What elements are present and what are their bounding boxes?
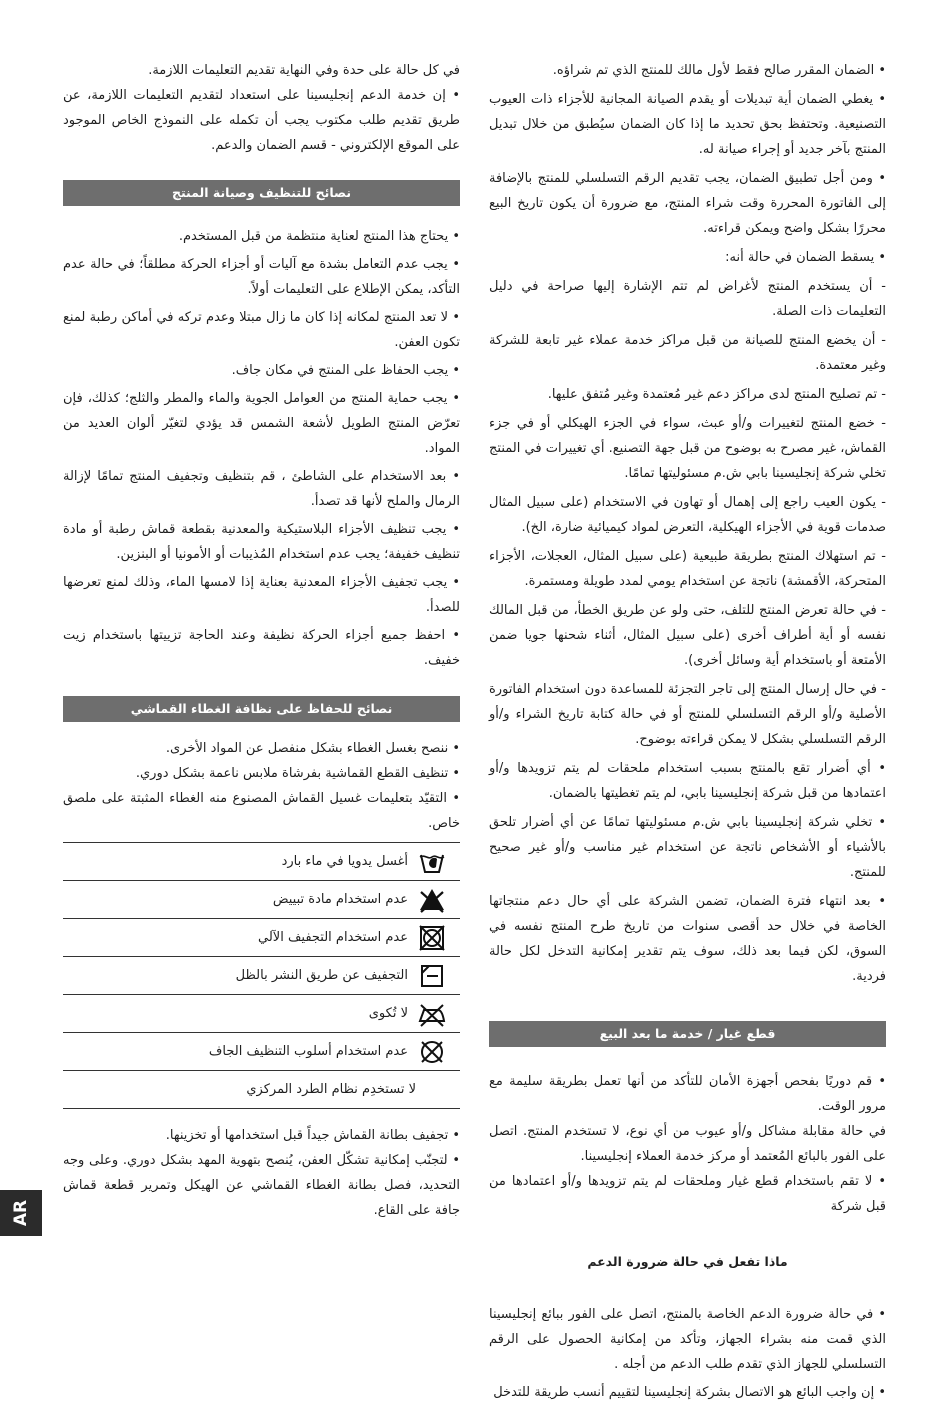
- care-row: [63, 957, 460, 995]
- closing-section: [63, 1123, 460, 1223]
- care-symbols-table: [63, 842, 460, 1109]
- paragraph: في حالة مقابلة مشاكل و/أو عيوب من أي نوع، لا تستخدم المنتج. اتصل على الفور بالبائع المُعتمد أو مركز خدمة العملاء إنجليسينا.: [489, 1124, 886, 1164]
- paragraph: • يحتاج هذا المنتج لعناية منتظمة من قبل المستخدم.: [178, 229, 460, 244]
- paragraph: • يسقط الضمان في حالة أنه:: [725, 250, 886, 265]
- care-row: [63, 881, 460, 919]
- care-label: عدم استخدام أسلوب التنظيف الجاف: [208, 1044, 408, 1059]
- paragraph: • ننصح بغسل الغطاء بشكل منفصل عن المواد الأخرى.: [165, 741, 460, 756]
- paragraph: - أن يخضع المنتج للصيانة من قبل مراكز خدمة عملاء غير تابعة للشركة وغير معتمدة.: [489, 333, 886, 373]
- paragraph: • لا تقم باستخدام قطع غيار وملحقات لم يتم تزويدها و/أو اعتمادها من قبل شركة: [489, 1174, 886, 1214]
- paragraph: • يجب تجفيف الأجزاء المعدنية بعناية إذا لامسها الماء، وذلك لمنع تعرضها للصدأ.: [63, 575, 460, 615]
- care-label: لا تستخدِم نظام الطرد المركزي: [246, 1082, 416, 1097]
- paragraph: • احفظ جميع أجزاء الحركة نظيفة وعند الحاجة تزييتها باستخدام زيت خفيف.: [63, 628, 460, 668]
- hand-wash-icon: [418, 848, 446, 876]
- care-row: [63, 1071, 460, 1109]
- no-iron-icon: [418, 1000, 446, 1028]
- paragraph: - خضع المنتج لتغييرات و/أو عبث، سواء في الجزء الهيكلي أو في جزء القماش، غير مصرح به بوضوح من قبل جهة التصنيع. أي تغييرات في المنتج تخلي شركة إنجليسينا بابي ش.م مسئوليتها تمامًا.: [489, 416, 886, 481]
- care-label: عدم استخدام التجفيف الآلي: [258, 930, 408, 945]
- paragraph: • بعد الاستخدام على الشاطئ ، قم بتنظيف وتجفيف المنتج تمامًا لإزالة الرمال والملح لأنها قد تصدأ.: [63, 469, 460, 509]
- paragraph: - تم تصليح المنتج لدى مراكز دعم غير مُعتمدة وغير مُتفق عليها.: [547, 387, 886, 402]
- paragraph: • أي أضرار تقع بالمنتج بسبب استخدام ملحقات لم يتم تزويدها و/أو اعتمادها من قبل شركة إنجليسينا بابي، لم يتم تغطيتها بالضمان.: [489, 761, 886, 801]
- paragraph: - يكون العيب راجع إلى إهمال أو تهاون في الاستخدام (على سبيل المثال صدمات قوية في الأجزاء الهيكلية، التعرض لمواد كيميائية ضارة، الخ).: [489, 495, 886, 535]
- care-row: [63, 843, 460, 881]
- paragraph: - في حالة تعرض المنتج للتلف، حتى ولو عن طريق الخطأ، من قبل المالك نفسه أو أية أطراف أخرى (على سبيل المثال، أثناء شحنها جويا ضمن الأمتعة أو باستخدام أية وسائل أخرى).: [489, 603, 886, 668]
- paragraph: - تم استهلاك المنتج بطريقة طبيعية (على سبيل المثال، العجلات، الأجزاء المتحركة، الأقمشة) ناتجة عن استخدام يومي لمدد طويلة ومستمرة.: [489, 549, 886, 589]
- fabric-heading: نصائح للحفاظ على نظافة الغطاء القماشي: [63, 696, 460, 722]
- no-bleach-icon: [418, 886, 446, 914]
- warranty-section: [489, 58, 886, 989]
- paragraph: • يغطي الضمان أية تبديلات أو يقدم الصيانة المجانية للأجزاء ذات العيوب التصنيعية. وتحتفظ بحق تحديد ما إذا كان الضمان سيُطبق من خلال تبديل المنتج بآخر جديد أو إجراء صيانة له.: [489, 92, 886, 157]
- right-column: [489, 58, 886, 1408]
- paragraph: • يجب حماية المنتج من العوامل الجوية والماء والمطر والثلج؛ كذلك، فإن تعرّض المنتج الطويل لأشعة الشمس قد يؤدي لتغيّر ألوان العديد من المواد.: [63, 391, 460, 456]
- care-label: لا تُكوى: [368, 1006, 408, 1021]
- language-tab-label: AR: [11, 1199, 31, 1227]
- care-row: [63, 995, 460, 1033]
- paragraph: • بعد انتهاء فترة الضمان، تضمن الشركة على أي حال دعم منتجاتها الخاصة في خلال حد أقصى سنوات من تاريخ طرح المنتج نفسه في السوق، لكن فيما بعد ذلك، سوف يتم تقدير إمكانية التدخل لكل حالة فردية.: [489, 894, 886, 984]
- care-label: عدم استخدام مادة تبييض: [272, 892, 408, 907]
- paragraph: • يجب عدم التعامل بشدة مع آليات أو أجزاء الحركة مطلقاً؛ في حالة عدم التأكد، يمكن الإطلاع على التعليمات أولاً.: [63, 257, 460, 297]
- paragraph: • تخلي شركة إنجليسينا بابي ش.م مسئوليتها تمامًا عن أي أضرار تلحق بالأشياء أو الأشخاص ناتجة عن استخدام غير مناسب و/أو غير صحيح للمنتج.: [489, 815, 886, 880]
- spare-parts-heading: قطع غيار / خدمة ما بعد البيع: [489, 1021, 886, 1047]
- care-row: [63, 1033, 460, 1071]
- paragraph: • الضمان المقرر صالح فقط لأول مالك للمنتج الذي تم شراؤه.: [552, 63, 886, 78]
- paragraph: • لتجنّب إمكانية تشكّل العفن، يُنصح بتهوية المهد بشكل دوري. وعلى وجه التحديد، فصل بطانة الغطاء القماشي عن الهيكل وتمرير قطعة قماش جافة على القاع.: [63, 1153, 460, 1218]
- support-heading: ماذا تفعل في حالة ضرورة الدعم: [587, 1254, 788, 1269]
- paragraph: • ومن أجل تطبيق الضمان، يجب تقديم الرقم التسلسلي للمنتج بالإضافة إلى الفاتورة المحررة وقت شراء المنتج، مع ضرورة أن يكون تاريخ البيع محررًا بشكل واضح ويمكن قراءته.: [489, 171, 886, 236]
- paragraph: • تجفيف بطانة القماش جيداً قبل استخدامها أو تخزينها.: [165, 1128, 460, 1143]
- paragraph: • إن خدمة الدعم إنجليسينا على استعداد لتقديم التعليمات اللازمة، عن طريق تقديم طلب مكتوب يجب أن تكمله على النموذج الخاص الموجود على الموقع الإلكتروني - قسم الضمان والدعم.: [63, 88, 460, 153]
- paragraph: • تنظيف القطع القماشية بفرشاة ملابس ناعمة بشكل دوري.: [135, 766, 460, 781]
- paragraph: • إن واجب البائع هو الاتصال بشركة إنجليسينا لتقييم أنسب طريقة للتدخل: [493, 1385, 886, 1400]
- line-dry-shade-icon: [418, 962, 446, 990]
- language-tab: [0, 1190, 42, 1236]
- no-dry-clean-icon: [418, 1038, 446, 1066]
- support-section: [489, 1302, 886, 1405]
- paragraph: • قم دوريًا بفحص أجهزة الأمان للتأكد من أنها تعمل بطريقة سليمة مع مرور الوقت.: [489, 1074, 886, 1114]
- paragraph: في كل حالة على حدة وفي النهاية تقديم التعليمات اللازمة.: [148, 63, 460, 78]
- left-column: [63, 58, 460, 1223]
- care-label: التجفيف عن طريق النشر بالظل: [235, 968, 408, 983]
- care-label: أغسل يدويا في ماء بارد: [281, 854, 408, 869]
- paragraph: • التقيّد بتعليمات غسيل القماش المصنوع منه الغطاء المثبتة على ملصق خاص.: [63, 791, 460, 831]
- intro-section: [63, 58, 460, 158]
- spare-parts-section: [489, 1069, 886, 1219]
- paragraph: - في حال إرسال المنتج إلى تاجر التجزئة للمساعدة دون استخدام الفاتورة الأصلية و/أو الرقم التسلسلي للمنتج أو في حالة كتابة تاريخ الشراء و/أو الرقم التسلسلي بشكل لا يمكن قراءته بوضوح.: [489, 682, 886, 747]
- paragraph: • في حالة ضرورة الدعم الخاصة بالمنتج، اتصل على الفور ببائع إنجليسينا الذي قمت منه بشراء الجهاز، وتأكد من إمكانية الحصول على الرقم التسلسلي للجهاز الذي تقدم طلب الدعم من أجله .: [489, 1307, 886, 1372]
- paragraph: • لا تعد المنتج لمكانه إذا كان ما زال مبتلا وعدم تركه في أماكن رطبة لمنع تكون العفن.: [63, 310, 460, 350]
- cleaning-heading: نصائح للتنظيف وصيانة المنتج: [63, 180, 460, 206]
- fabric-section: [63, 736, 460, 836]
- cleaning-section: [63, 224, 460, 673]
- care-row: [63, 919, 460, 957]
- paragraph: • يجب تنظيف الأجزاء البلاستيكية والمعدنية بقطعة قماش رطبة أو مادة تنظيف خفيفة؛ يجب عدم استخدام المُذيبات أو الأمونيا أو البنزين.: [63, 522, 460, 562]
- no-tumble-dry-icon: [418, 924, 446, 952]
- paragraph: • يجب الحفاظ على المنتج في مكان جاف.: [231, 363, 460, 378]
- paragraph: - أن يستخدم المنتج لأغراض لم تتم الإشارة إليها صراحة في دليل التعليمات ذات الصلة.: [489, 279, 886, 319]
